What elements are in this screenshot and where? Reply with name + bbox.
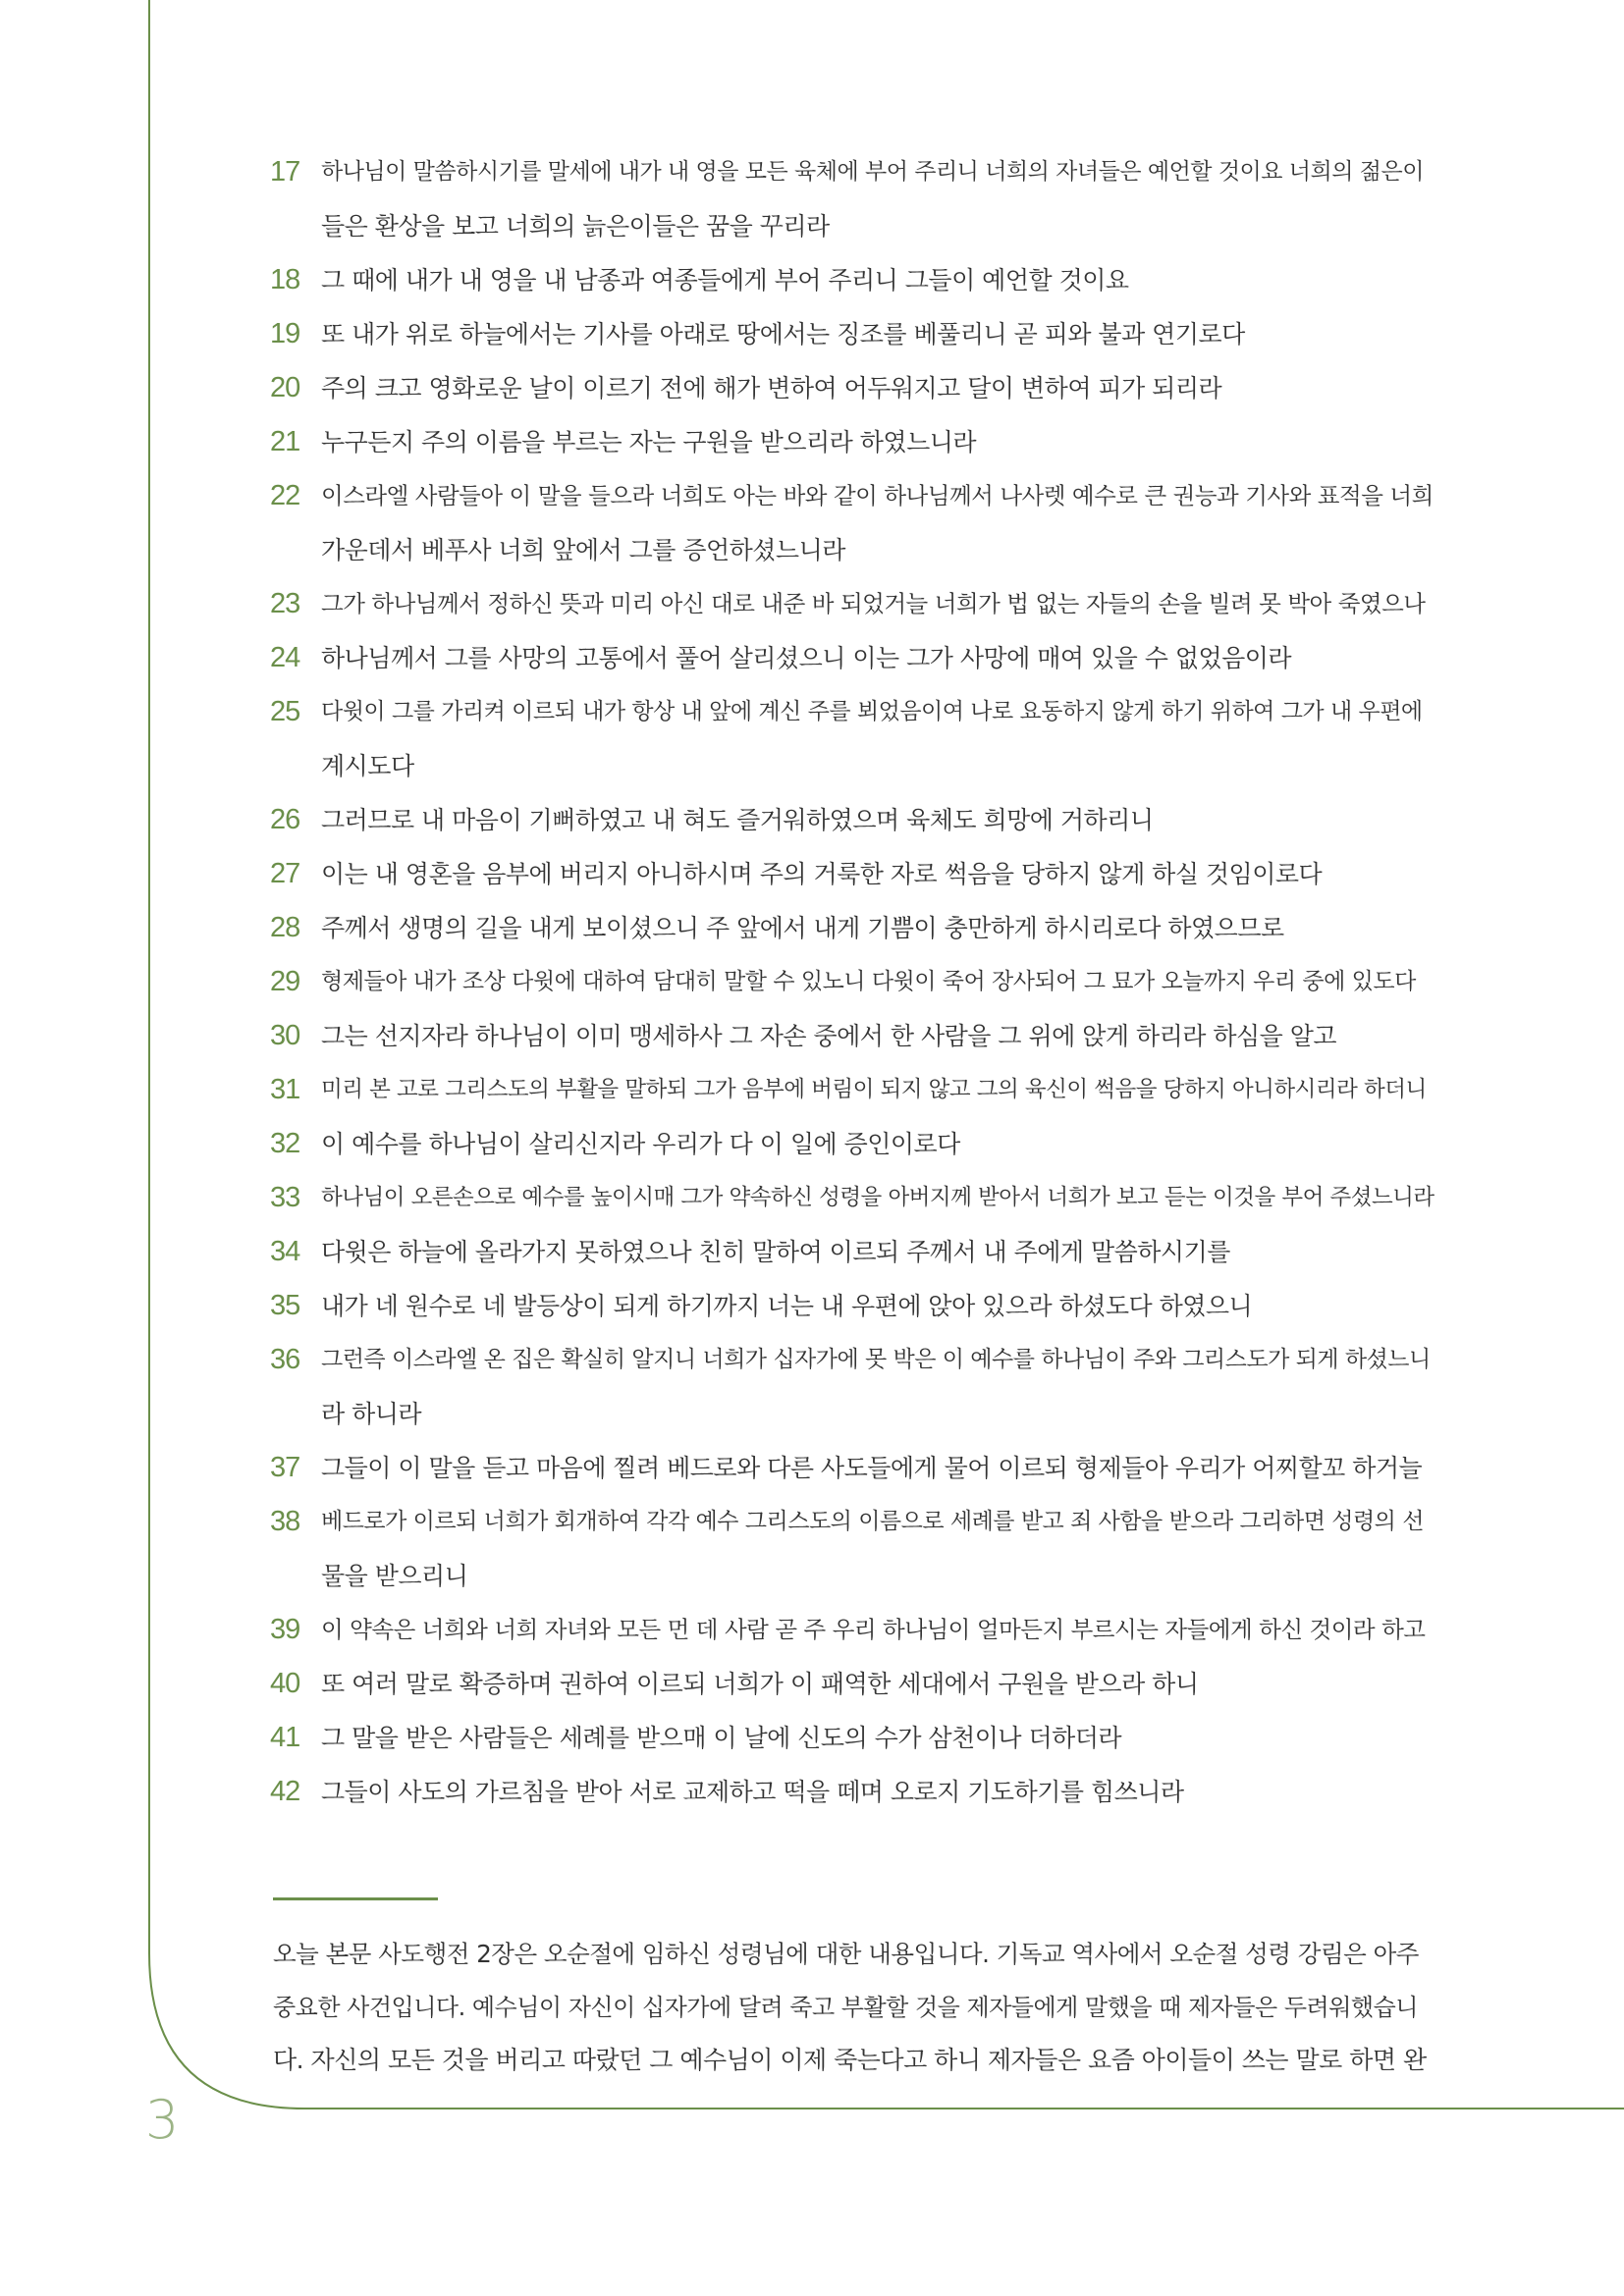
verse-row xyxy=(270,1441,1438,1495)
verse-text-line: 그들이 사도의 가르침을 받아 서로 교제하고 떡을 떼며 오로지 기도하기를 힘쓰니라 xyxy=(321,1778,1184,1806)
verse-number: 38 xyxy=(270,1506,300,1537)
verse-text-line: 계시도다 xyxy=(321,752,414,780)
verse-text-line: 하나님이 말씀하시기를 말세에 내가 내 영을 모든 육체에 부어 주리니 너희의 자녀들은 예언할 것이요 너희의 젊은이 xyxy=(321,159,1424,185)
verse-text-line: 미리 본 고로 그리스도의 부활을 말하되 그가 음부에 버림이 되지 않고 그의 육신이 썩음을 당하지 아니하시리라 하더니 xyxy=(321,1077,1427,1102)
commentary-line: 중요한 사건입니다. 예수님이 자신이 십자가에 달려 죽고 부활할 것을 제자들에게 말했을 때 제자들은 두려워했습니 xyxy=(273,1994,1418,2021)
verse-row xyxy=(270,1009,1438,1063)
verse-row xyxy=(270,307,1438,361)
verse-text-line: 다윗이 그를 가리켜 이르되 내가 항상 내 앞에 계신 주를 뵈었음이여 나로 요동하지 않게 하기 위하여 그가 내 우편에 xyxy=(321,699,1423,724)
verse-text-line: 그 때에 내가 내 영을 내 남종과 여종들에게 부어 주리니 그들이 예언할 것이요 xyxy=(321,266,1129,294)
verse-text-line: 주의 크고 영화로운 날이 이르기 전에 해가 변하여 어두워지고 달이 변하여 피가 되리라 xyxy=(321,374,1222,402)
verse-number: 27 xyxy=(270,858,300,889)
verse-text-line: 주께서 생명의 길을 내게 보이셨으니 주 앞에서 내게 기쁨이 충만하게 하시리로다 하였으므로 xyxy=(321,914,1284,942)
verse-row xyxy=(270,1171,1438,1225)
commentary-paragraph xyxy=(273,1928,1436,2087)
verse-text-line: 내가 네 원수로 네 발등상이 되게 하기까지 너는 내 우편에 앉아 있으라 하셨도다 하였으니 xyxy=(321,1292,1253,1320)
verse-number: 39 xyxy=(270,1614,300,1645)
verse-text-line: 그러므로 내 마음이 기뻐하였고 내 혀도 즐거워하였으며 육체도 희망에 거하리니 xyxy=(321,806,1154,834)
verse-row xyxy=(270,1711,1438,1765)
verse-number: 35 xyxy=(270,1290,300,1321)
verse-number: 17 xyxy=(270,156,300,187)
verse-text-line: 그들이 이 말을 듣고 마음에 찔려 베드로와 다른 사도들에게 물어 이르되 형제들아 우리가 어찌할꼬 하거늘 xyxy=(321,1454,1423,1482)
verse-row xyxy=(270,253,1438,307)
verse-row xyxy=(270,577,1438,631)
verse-number: 22 xyxy=(270,480,300,511)
verse-number: 37 xyxy=(270,1452,300,1483)
verse-row xyxy=(270,415,1438,469)
verse-text-line: 또 여러 말로 확증하며 권하여 이르되 너희가 이 패역한 세대에서 구원을 받으라 하니 xyxy=(321,1670,1199,1698)
verse-row xyxy=(270,793,1438,847)
verse-text-line: 하나님이 오른손으로 예수를 높이시매 그가 약속하신 성령을 아버지께 받아서 너희가 보고 듣는 이것을 부어 주셨느니라 xyxy=(321,1185,1435,1210)
commentary-line: 다. 자신의 모든 것을 버리고 따랐던 그 예수님이 이제 죽는다고 하니 제자들은 요즘 아이들이 쓰는 말로 하면 완 xyxy=(273,2046,1427,2074)
verse-number: 34 xyxy=(270,1236,300,1267)
verse-number: 23 xyxy=(270,588,300,619)
verse-row xyxy=(270,1765,1438,1819)
verse-text-line: 이스라엘 사람들아 이 말을 들으라 너희도 아는 바와 같이 하나님께서 나사렛 예수로 큰 권능과 기사와 표적을 너희 xyxy=(321,482,1434,509)
verse-number: 25 xyxy=(270,696,300,727)
verse-number: 21 xyxy=(270,426,300,457)
verse-text-line: 들은 환상을 보고 너희의 늙은이들은 꿈을 꾸리라 xyxy=(321,212,830,240)
verse-row xyxy=(270,361,1438,415)
verse-text-line: 물을 받으리니 xyxy=(321,1562,468,1590)
verse-text-line: 또 내가 위로 하늘에서는 기사를 아래로 땅에서는 징조를 베풀리니 곧 피와 불과 연기로다 xyxy=(321,320,1245,348)
verse-number: 18 xyxy=(270,264,300,295)
verse-text-line: 다윗은 하늘에 올라가지 못하였으나 친히 말하여 이르되 주께서 내 주에게 말씀하시기를 xyxy=(321,1238,1230,1266)
verse-row xyxy=(270,1117,1438,1171)
verse-number: 33 xyxy=(270,1182,300,1213)
verse-number: 24 xyxy=(270,642,300,673)
verse-number: 19 xyxy=(270,318,300,349)
verse-number: 30 xyxy=(270,1020,300,1051)
verse-number: 32 xyxy=(270,1128,300,1159)
verse-row xyxy=(270,1063,1438,1117)
verse-text-line: 가운데서 베푸사 너희 앞에서 그를 증언하셨느니라 xyxy=(321,536,845,564)
verse-number: 41 xyxy=(270,1722,300,1753)
verse-text-line: 이 예수를 하나님이 살리신지라 우리가 다 이 일에 증인이로다 xyxy=(321,1130,960,1158)
page-number: 3 xyxy=(145,2089,180,2151)
verse-row xyxy=(270,955,1438,1009)
verse-number: 40 xyxy=(270,1668,300,1699)
verse-row xyxy=(270,1657,1438,1711)
commentary-line: 오늘 본문 사도행전 2장은 오순절에 임하신 성령님에 대한 내용입니다. 기독교 역사에서 오순절 성령 강림은 아주 xyxy=(273,1940,1419,1968)
verse-row xyxy=(270,1333,1438,1441)
verse-text-line: 라 하니라 xyxy=(321,1400,422,1428)
verse-number: 20 xyxy=(270,372,300,403)
verse-row xyxy=(270,901,1438,955)
section-divider xyxy=(273,1897,438,1900)
verse-text-line: 누구든지 주의 이름을 부르는 자는 구원을 받으리라 하였느니라 xyxy=(321,428,977,456)
verse-row xyxy=(270,1603,1438,1657)
verse-row xyxy=(270,685,1438,793)
verse-text-line: 이는 내 영혼을 음부에 버리지 아니하시며 주의 거룩한 자로 썩음을 당하지 않게 하실 것임이로다 xyxy=(321,860,1323,888)
verse-row xyxy=(270,631,1438,685)
verse-row xyxy=(270,1495,1438,1603)
verse-number: 26 xyxy=(270,804,300,835)
verse-text-line: 하나님께서 그를 사망의 고통에서 풀어 살리셨으니 이는 그가 사망에 매여 있을 수 없었음이라 xyxy=(321,644,1292,672)
verse-text-line: 형제들아 내가 조상 다윗에 대하여 담대히 말할 수 있노니 다윗이 죽어 장사되어 그 묘가 오늘까지 우리 중에 있도다 xyxy=(321,969,1416,994)
verse-row xyxy=(270,1279,1438,1333)
verse-text-line: 이 약속은 너희와 너희 자녀와 모든 먼 데 사람 곧 주 우리 하나님이 얼마든지 부르시는 자들에게 하신 것이라 하고 xyxy=(321,1616,1426,1643)
verse-row xyxy=(270,847,1438,901)
verse-text-line: 베드로가 이르되 너희가 회개하여 각각 예수 그리스도의 이름으로 세례를 받고 죄 사함을 받으라 그리하면 성령의 선 xyxy=(321,1509,1424,1534)
verse-row xyxy=(270,469,1438,577)
verse-text-line: 그런즉 이스라엘 온 집은 확실히 알지니 너희가 십자가에 못 박은 이 예수를 하나님이 주와 그리스도가 되게 하셨느니 xyxy=(321,1347,1431,1372)
verse-text-line: 그가 하나님께서 정하신 뜻과 미리 아신 대로 내준 바 되었거늘 너희가 법 없는 자들의 손을 빌려 못 박아 죽였으나 xyxy=(321,590,1426,617)
verse-text-line: 그 말을 받은 사람들은 세례를 받으매 이 날에 신도의 수가 삼천이나 더하더라 xyxy=(321,1724,1122,1752)
verse-row xyxy=(270,1225,1438,1279)
verse-number: 42 xyxy=(270,1776,300,1807)
scripture-passage xyxy=(270,145,1438,1819)
verse-number: 28 xyxy=(270,912,300,943)
verse-row xyxy=(270,145,1438,253)
verse-text-line: 그는 선지자라 하나님이 이미 맹세하사 그 자손 중에서 한 사람을 그 위에 앉게 하리라 하심을 알고 xyxy=(321,1022,1337,1050)
verse-number: 31 xyxy=(270,1074,300,1105)
verse-number: 36 xyxy=(270,1344,300,1375)
verse-number: 29 xyxy=(270,966,300,997)
